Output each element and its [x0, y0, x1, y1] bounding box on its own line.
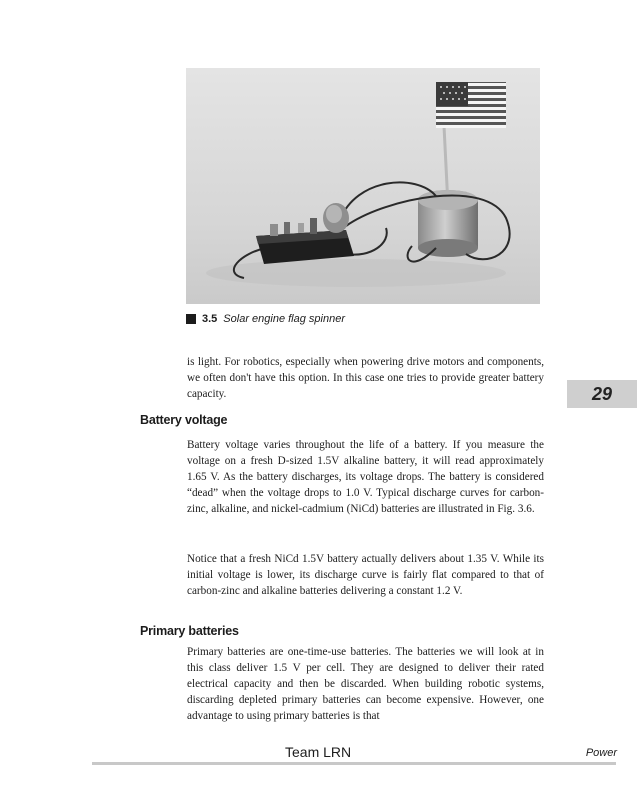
battery-voltage-paragraph-2: Notice that a fresh NiCd 1.5V battery actually delivers about 1.35 V. While its initial voltage is lower, its discharge curve is fairly flat compared to that of carbon-zinc and alkaline batteries delivering a constant 1.2 V.	[187, 553, 544, 597]
figure-title: Solar engine flag spinner	[223, 313, 345, 325]
heading-primary-batteries: Primary batteries	[140, 624, 239, 638]
primary-batteries-paragraph: Primary batteries are one-time-use batteries. The batteries we will look at in this class deliver 1.5 V per cell. They are designed to deliver their rated electrical capacity and then be discarded. When building robotic systems, discarding depleted primary batteries can become expensive. However, one advantage to using primary batteries is that	[187, 646, 544, 722]
flag-spinner-photo	[186, 68, 540, 304]
figure-number: 3.5	[202, 313, 218, 325]
caption-square-icon	[186, 314, 196, 324]
figure-photo	[186, 68, 540, 304]
footer-team-lrn: Team LRN	[285, 744, 352, 760]
battery-voltage-paragraph-1: Battery voltage varies throughout the life of a battery. If you measure the voltage on a fresh D-sized 1.5V alkaline battery, it will read approximately 1.65 V. As the battery discharges, its voltage drops. The battery is considered “dead” when the voltage drops to 1.0 V. Typical discharge curves for carbon-zinc, alkaline, and nickel-cadmium (NiCd) batteries are illustrated in Fig. 3.6.	[187, 439, 544, 515]
figure-caption	[186, 312, 345, 326]
footer-section-title: Power	[585, 747, 617, 759]
footer-rule	[92, 762, 616, 765]
heading-battery-voltage: Battery voltage	[140, 413, 228, 427]
page-number-tab: 29	[567, 380, 637, 408]
intro-paragraph: is light. For robotics, especially when powering drive motors and components, we often don't have this option. In this case one tries to provide greater battery capacity.	[187, 356, 544, 400]
